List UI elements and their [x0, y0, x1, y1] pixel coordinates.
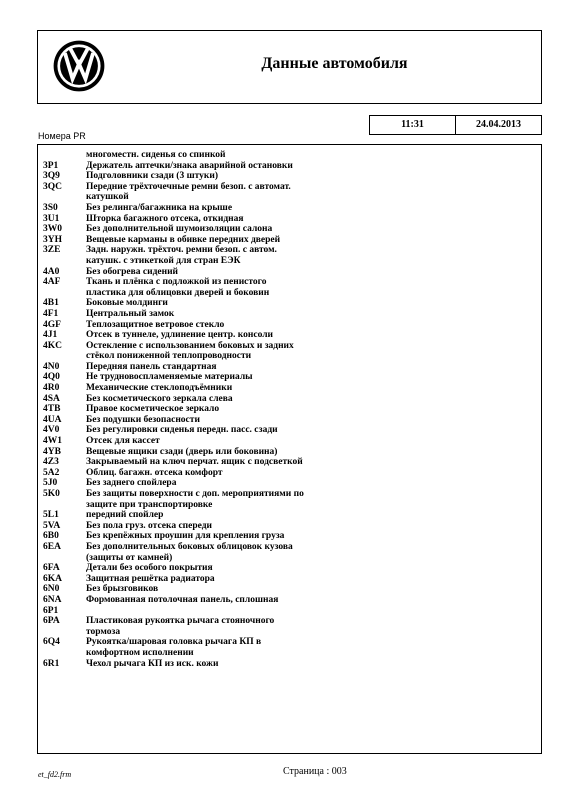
pr-code: 3ZE — [43, 245, 61, 256]
pr-code: 3Q9 — [43, 171, 60, 182]
list-item — [38, 171, 541, 182]
list-item — [38, 161, 541, 172]
list-item — [38, 425, 541, 436]
pr-codes-list — [37, 144, 542, 754]
list-item — [38, 637, 541, 658]
pr-description: Передние трёхточечные ремни безоп. с автомат. катушкой — [86, 181, 291, 203]
list-item — [38, 447, 541, 458]
pr-description: Без дополнительных боковых облицовок кузова (защиты от камней) — [86, 541, 293, 563]
pr-description: Шторка багажного отсека, откидная — [86, 213, 244, 224]
pr-code: 4Q0 — [43, 372, 60, 383]
pr-code: 4J1 — [43, 330, 58, 341]
list-item — [38, 595, 541, 606]
pr-description: Передняя панель стандартная — [86, 361, 217, 372]
list-item — [38, 298, 541, 309]
pr-code: 5K0 — [43, 489, 60, 499]
pr-code: 6N0 — [43, 584, 60, 595]
pr-description: Остекление с использованием боковых и задних стёкол пониженной теплопроводности — [86, 340, 294, 362]
list-item — [38, 574, 541, 585]
list-item — [38, 436, 541, 447]
list-item — [38, 521, 541, 532]
pr-description: Задн. наружн. трёхточ. ремни безоп. с автом. катушк. с этикеткой для стран ЕЭК — [86, 245, 277, 266]
pr-code: 5L1 — [43, 510, 59, 521]
pr-code: 5A2 — [43, 467, 60, 478]
list-item — [38, 362, 541, 373]
pr-code: 4AF — [43, 277, 61, 288]
pr-description: передний спойлер — [86, 510, 164, 521]
pr-code: 6EA — [43, 541, 61, 552]
pr-description: Вещевые карманы в обивке передних дверей — [86, 234, 281, 245]
pr-description: Без регулировки сиденья передн. пасс. сзади — [86, 425, 278, 436]
pr-code: 6P1 — [43, 605, 59, 616]
list-item — [38, 203, 541, 214]
list-item — [38, 510, 541, 521]
pr-code: 4GF — [43, 319, 61, 330]
list-item — [38, 404, 541, 415]
list-item — [38, 584, 541, 595]
pr-code: 4YB — [43, 446, 61, 457]
list-item — [38, 214, 541, 225]
pr-description: Отсек для кассет — [86, 436, 160, 447]
list-item — [38, 320, 541, 331]
pr-code: 4TB — [43, 404, 61, 415]
section-label: Номера PR — [38, 131, 86, 141]
list-item — [38, 150, 541, 161]
pr-description: Без косметического зеркала слева — [86, 393, 233, 404]
pr-description: Без подушки безопасности — [86, 414, 200, 425]
pr-description: Рукоятка/шаровая головка рычага КП в комфортном исполнении — [86, 637, 262, 658]
pr-code: 5J0 — [43, 478, 58, 489]
list-item — [38, 309, 541, 320]
timestamp-box — [369, 115, 542, 135]
list-item — [38, 415, 541, 426]
pr-code — [38, 150, 86, 161]
pr-code: 3U1 — [43, 213, 60, 224]
pr-code: 4R0 — [43, 383, 60, 394]
header-box — [37, 30, 542, 104]
pr-description: Без заднего спойлера — [86, 478, 177, 489]
list-item — [38, 563, 541, 574]
pr-code: 3YH — [43, 234, 62, 245]
pr-description: Отсек в туннеле, удлинение центр. консоли — [86, 330, 274, 341]
list-item — [38, 235, 541, 246]
pr-code: 3S0 — [43, 202, 58, 213]
pr-code: 6R1 — [43, 658, 60, 669]
pr-description: Не трудновоспламеняемые материалы — [86, 372, 253, 383]
pr-code: 4N0 — [43, 361, 60, 372]
pr-description: Без дополнительной шумоизоляции салона — [86, 224, 273, 235]
pr-description: Защитная решётка радиатора — [86, 573, 215, 584]
list-item — [38, 224, 541, 235]
pr-code: 4W1 — [43, 436, 62, 447]
pr-description: Механические стеклоподъёмники — [86, 383, 233, 394]
pr-description: Облиц. багажн. отсека комфорт — [86, 467, 223, 478]
pr-description: Вещевые ящики сзади (дверь или боковина) — [86, 446, 278, 457]
list-item — [38, 267, 541, 278]
pr-description — [86, 606, 306, 617]
list-item — [38, 182, 541, 203]
list-item — [38, 245, 541, 266]
pr-code: 3P1 — [43, 160, 59, 171]
pr-code: 4A0 — [43, 266, 60, 277]
pr-code: 3QC — [43, 181, 62, 192]
list-item — [38, 468, 541, 479]
list-item — [38, 394, 541, 405]
pr-description: Держатель аптечки/знака аварийной остановки — [86, 160, 293, 171]
list-item — [38, 457, 541, 468]
pr-description: Центральный замок — [86, 308, 175, 319]
list-item — [38, 277, 541, 298]
pr-code: 6B0 — [43, 531, 59, 542]
pr-code: 4V0 — [43, 425, 60, 436]
pr-description: Без крепёжных проушин для крепления груза — [86, 531, 285, 542]
time-value: 11:31 — [401, 119, 424, 130]
pr-description: Без пола груз. отсека спереди — [86, 520, 213, 531]
pr-code: 6FA — [43, 563, 60, 574]
list-item — [38, 478, 541, 489]
pr-code: 4UA — [43, 414, 62, 425]
pr-description: Без брызговиков — [86, 584, 159, 595]
pr-code: 4B1 — [43, 298, 59, 309]
list-item — [38, 616, 541, 637]
list-item — [38, 659, 541, 670]
footer-file: et_fd2.frm — [38, 770, 72, 779]
pr-description: Боковые молдинги — [86, 298, 168, 309]
vw-logo-icon — [52, 39, 106, 93]
pr-rows — [38, 150, 541, 669]
list-item — [38, 531, 541, 542]
list-item — [38, 372, 541, 383]
pr-description: Пластиковая рукоятка рычага стояночного тормоза — [86, 616, 275, 637]
pr-code: 4KC — [43, 340, 62, 351]
pr-description: Закрываемый на ключ перчат. ящик с подсветкой — [86, 457, 303, 468]
list-item — [38, 330, 541, 341]
pr-code: 5VA — [43, 520, 61, 531]
pr-description: Теплозащитное ветровое стекло — [86, 319, 225, 330]
pr-code: 6Q4 — [43, 637, 60, 648]
pr-description: Без защиты поверхности с доп. мероприятиями по защите при транспортировке — [86, 489, 304, 510]
pr-code: 4Z3 — [43, 457, 59, 468]
list-item — [38, 489, 541, 510]
pr-description: Правое косметическое зеркало — [86, 404, 220, 415]
list-item — [38, 606, 541, 617]
list-item — [38, 542, 541, 563]
pr-code: 6KA — [43, 573, 62, 584]
footer-page: Страница : 003 — [283, 766, 347, 777]
list-item — [38, 341, 541, 362]
pr-description: Без релинга/багажника на крыше — [86, 202, 233, 213]
pr-code: 3W0 — [43, 224, 62, 235]
pr-description: многоместн. сиденья со спинкой — [86, 150, 226, 160]
pr-description: Чехол рычага КП из иск. кожи — [86, 658, 219, 669]
pr-description: Без обогрева сидений — [86, 266, 179, 277]
list-item — [38, 383, 541, 394]
pr-description: Формованная потолочная панель, сплошная — [86, 594, 279, 605]
pr-code: 4F1 — [43, 308, 59, 319]
pr-code: 4SA — [43, 393, 60, 404]
pr-description: Детали без особого покрытия — [86, 563, 213, 574]
pr-description: Ткань и плёнка с подложкой из пенистого пластика для облицовки дверей и боковин — [86, 277, 270, 298]
pr-description: Подголовники сзади (3 штуки) — [86, 171, 219, 182]
date-value: 24.04.2013 — [455, 116, 541, 134]
pr-code: 6PA — [43, 616, 60, 627]
pr-code: 6NA — [43, 594, 62, 605]
page-title: Данные автомобиля — [261, 55, 408, 72]
